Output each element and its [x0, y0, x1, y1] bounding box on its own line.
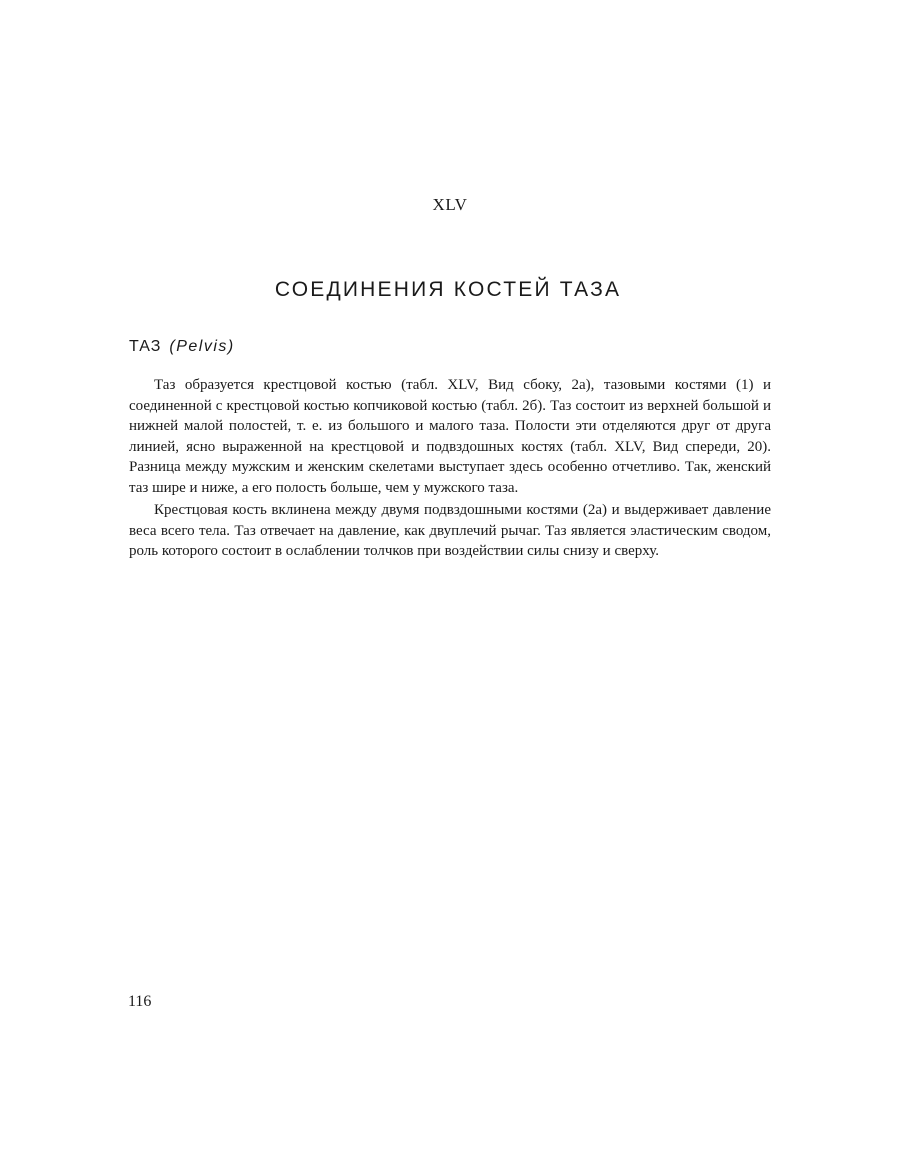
section-heading [129, 338, 235, 356]
plate-number: XLV [432, 195, 468, 214]
section-label: ТАЗ [129, 338, 162, 355]
body-text [129, 375, 771, 562]
section-latin-name: (Pelvis) [169, 338, 235, 355]
paragraph-2: Крестцовая кость вклинена между двумя подвздошными костями (2а) и выдерживает давление веса всего тела. Таз отвечает на давление, как двуплечий рычаг. Таз является эластическим сводом, роль которого состоит в ослаблении толчков при воздействии силы снизу и сверху. [129, 502, 771, 559]
paragraph-1: Таз образуется крестцовой костью (табл. XLV, Вид сбоку, 2а), тазовыми костями (1) и соединенной с крестцовой костью копчиковой костью (табл. 2б). Таз состоит из верхней большой и нижней малой полостей, т. е. из большого и малого таза. Полости эти отделяются друг от друга линией, ясно выраженной на крестцовой и подвздошных костях (табл. XLV, Вид спереди, 20). Разница между мужским и женским скелетами выступает здесь особенно отчетливо. Так, женский таз шире и ниже, а его полость больше, чем у мужского таза. [129, 377, 771, 496]
chapter-title: СОЕДИНЕНИЯ КОСТЕЙ ТАЗА [274, 278, 622, 301]
page-number: 116 [128, 993, 152, 1010]
